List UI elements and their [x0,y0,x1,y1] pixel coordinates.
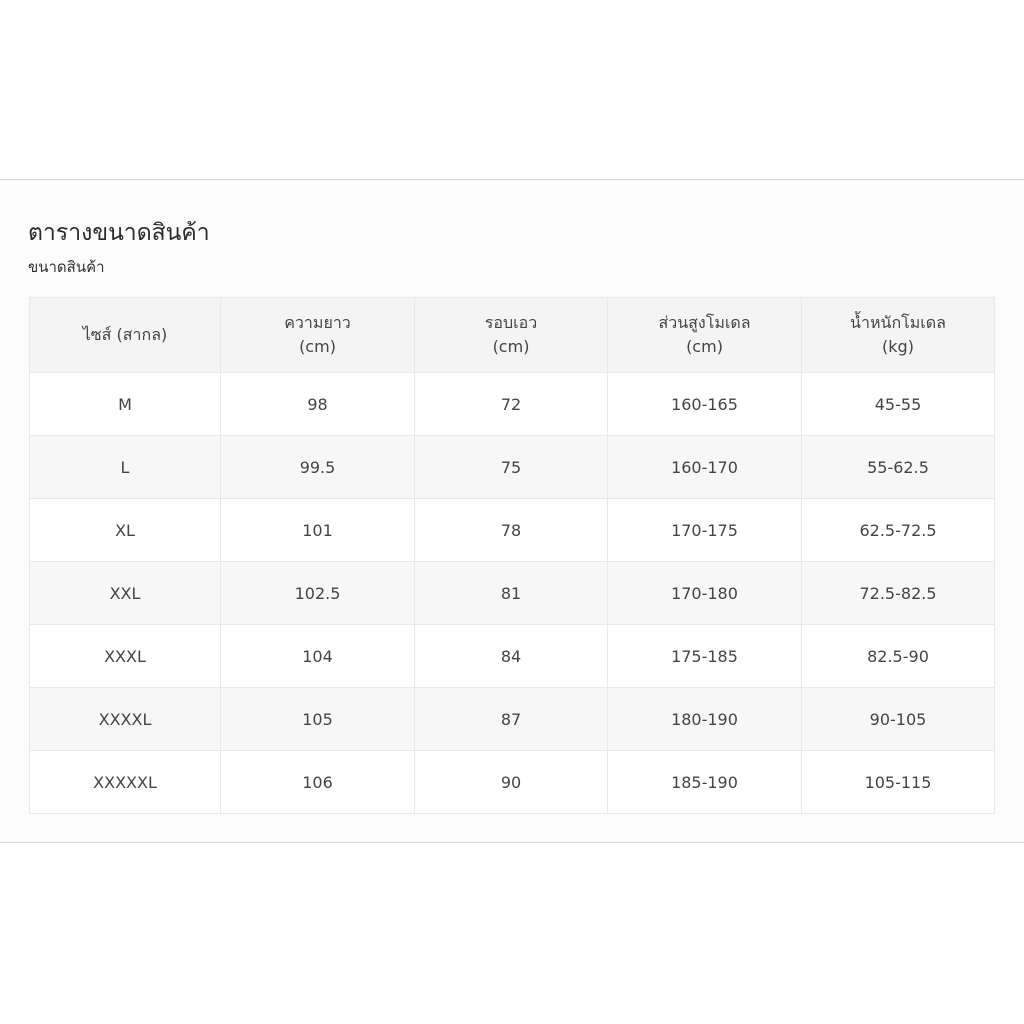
cell-length: 102.5 [221,562,415,625]
cell-size: M [30,373,221,436]
cell-length: 98 [221,373,415,436]
header-model-weight-unit: (kg) [882,337,914,356]
cell-waist: 87 [415,688,608,751]
cell-model-weight: 45-55 [802,373,995,436]
page-title: ตารางขนาดสินค้า [28,220,210,246]
cell-model-weight: 82.5-90 [802,625,995,688]
cell-model-weight: 72.5-82.5 [802,562,995,625]
cell-size: XXXL [30,625,221,688]
header-length [221,298,415,373]
table-row [30,499,995,562]
cell-model-weight: 55-62.5 [802,436,995,499]
header-model-height-unit: (cm) [686,337,723,356]
cell-length: 99.5 [221,436,415,499]
header-size-label: ไซส์ (สากล) [82,325,168,344]
table-row [30,688,995,751]
table-row [30,436,995,499]
table-row [30,625,995,688]
cell-model-weight: 90-105 [802,688,995,751]
header-length-label: ความยาว [284,313,351,332]
cell-waist: 81 [415,562,608,625]
cell-length: 101 [221,499,415,562]
cell-waist: 78 [415,499,608,562]
cell-model-height: 180-190 [608,688,802,751]
header-size [30,298,221,373]
cell-model-weight: 105-115 [802,751,995,814]
size-chart-panel [0,179,1024,843]
cell-waist: 72 [415,373,608,436]
header-model-weight-label: น้ำหนักโมเดล [850,313,946,332]
cell-model-height: 160-165 [608,373,802,436]
cell-size: XL [30,499,221,562]
cell-waist: 84 [415,625,608,688]
header-model-height [608,298,802,373]
cell-model-height: 170-180 [608,562,802,625]
header-waist-label: รอบเอว [484,313,538,332]
cell-size: XXXXL [30,688,221,751]
page-subtitle: ขนาดสินค้า [28,258,105,276]
cell-size: XXL [30,562,221,625]
cell-waist: 90 [415,751,608,814]
cell-size: XXXXXL [30,751,221,814]
table-row [30,373,995,436]
size-table [29,297,995,814]
cell-size: L [30,436,221,499]
cell-waist: 75 [415,436,608,499]
cell-length: 106 [221,751,415,814]
table-header-row [30,298,995,373]
header-model-weight [802,298,995,373]
cell-length: 105 [221,688,415,751]
cell-length: 104 [221,625,415,688]
header-length-unit: (cm) [299,337,336,356]
table-row [30,751,995,814]
header-waist [415,298,608,373]
cell-model-weight: 62.5-72.5 [802,499,995,562]
cell-model-height: 160-170 [608,436,802,499]
cell-model-height: 170-175 [608,499,802,562]
header-waist-unit: (cm) [492,337,530,356]
cell-model-height: 175-185 [608,625,802,688]
header-model-height-label: ส่วนสูงโมเดล [658,313,751,332]
cell-model-height: 185-190 [608,751,802,814]
table-row [30,562,995,625]
